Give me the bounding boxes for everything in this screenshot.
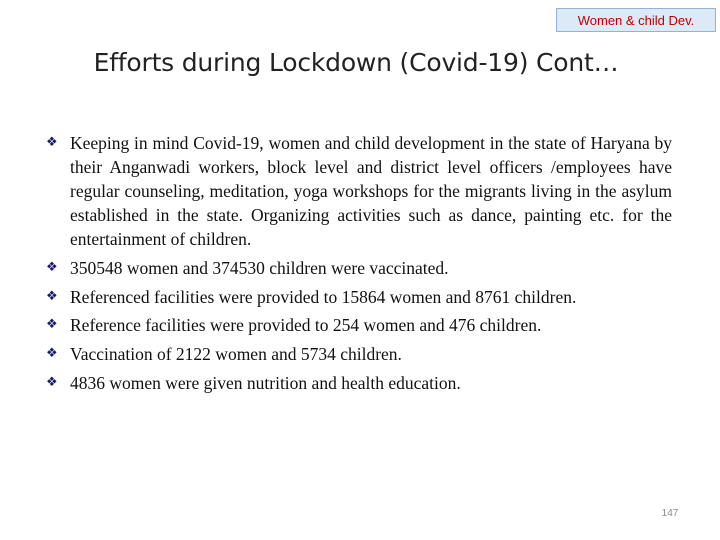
section-tag: Women & child Dev. xyxy=(556,8,716,32)
bullet-text: Keeping in mind Covid-19, women and child development in the state of Haryana by their Anganwadi workers, block level and district level officers /employees have regular counseling, meditation, yoga workshops for the migrants living in the asylum established in the state. Organizing activities such as dance, painting etc. for the entertainment of children. xyxy=(70,133,672,249)
bullet-text: 4836 women were given nutrition and health education. xyxy=(70,372,461,393)
diamond-bullet-icon: ❖ xyxy=(46,317,58,333)
bullet-item xyxy=(46,131,672,251)
bullet-text: Referenced facilities were provided to 15864 women and 8761 children. xyxy=(70,286,577,307)
slide-title: Efforts during Lockdown (Covid-19) Cont… xyxy=(93,48,619,77)
diamond-bullet-icon: ❖ xyxy=(46,288,58,304)
bullet-item xyxy=(46,342,672,366)
bullet-item xyxy=(46,371,672,395)
diamond-bullet-icon: ❖ xyxy=(46,259,58,275)
bullet-list xyxy=(46,131,672,400)
page-number: 147 xyxy=(661,508,679,519)
bullet-text: Vaccination of 2122 women and 5734 children. xyxy=(70,344,402,365)
bullet-text: Reference facilities were provided to 254 women and 476 children. xyxy=(70,315,542,336)
bullet-item xyxy=(46,256,672,280)
diamond-bullet-icon: ❖ xyxy=(46,346,58,362)
bullet-item xyxy=(46,313,672,337)
bullet-text: 350548 women and 374530 children were vaccinated. xyxy=(70,257,449,278)
diamond-bullet-icon: ❖ xyxy=(46,135,58,150)
bullet-item xyxy=(46,285,672,309)
diamond-bullet-icon: ❖ xyxy=(46,374,58,390)
